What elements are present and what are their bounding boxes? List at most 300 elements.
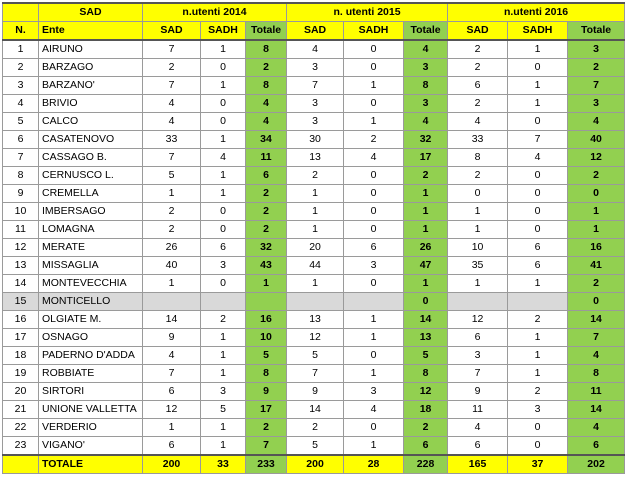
totale-cell: 7 (246, 437, 287, 456)
table-row (3, 203, 625, 221)
sad-cell: 33 (448, 131, 508, 149)
sad-cell: 2 (448, 59, 508, 77)
totale-cell: 8 (568, 365, 625, 383)
sadh-cell: 0 (201, 113, 246, 131)
table-row (3, 401, 625, 419)
ente-name: MONTEVECCHIA (39, 275, 143, 293)
sad-cell: 13 (287, 149, 344, 167)
row-number: 13 (3, 257, 39, 275)
ente-name: VERDERIO (39, 419, 143, 437)
sadh-cell: 4 (344, 401, 404, 419)
sad-cell: 33 (143, 131, 201, 149)
sad-cell: 7 (287, 365, 344, 383)
year-header-2016: n.utenti 2016 (448, 3, 625, 22)
totale-cell: 12 (404, 383, 448, 401)
ente-name: CASSAGO B. (39, 149, 143, 167)
totale-cell: 0 (568, 185, 625, 203)
sadh-cell: 3 (201, 257, 246, 275)
sadh-cell: 1 (508, 77, 568, 95)
sad-cell: 1 (143, 185, 201, 203)
sadh-cell: 1 (344, 77, 404, 95)
ente-name: PADERNO D'ADDA (39, 347, 143, 365)
sadh-cell: 5 (201, 401, 246, 419)
sadh-cell: 1 (508, 365, 568, 383)
sadh-cell: 3 (508, 401, 568, 419)
totale-cell: 2 (568, 59, 625, 77)
sadh-cell: 0 (508, 185, 568, 203)
sadh-cell: 1 (344, 365, 404, 383)
table-row (3, 131, 625, 149)
row-number: 12 (3, 239, 39, 257)
totale-cell: 6 (404, 437, 448, 456)
sadh-cell: 1 (344, 311, 404, 329)
table-row (3, 185, 625, 203)
sad-cell: 11 (448, 401, 508, 419)
sadh-cell: 1 (201, 329, 246, 347)
sadh-cell: 0 (344, 185, 404, 203)
totale-cell: 2 (568, 275, 625, 293)
row-number: 19 (3, 365, 39, 383)
totale-cell: 4 (404, 40, 448, 59)
sad-cell: 12 (448, 311, 508, 329)
table-row (3, 365, 625, 383)
ente-name: BARZAGO (39, 59, 143, 77)
sad-cell: 7 (287, 77, 344, 95)
sad-cell: 7 (143, 149, 201, 167)
totale-cell: 8 (246, 40, 287, 59)
table-row (3, 59, 625, 77)
sad-cell: 26 (143, 239, 201, 257)
sadh-cell: 1 (201, 167, 246, 185)
totale-cell: 11 (246, 149, 287, 167)
sadh-cell: 0 (344, 95, 404, 113)
totale-cell: 0 (404, 293, 448, 311)
totale-cell: 17 (404, 149, 448, 167)
table-row (3, 311, 625, 329)
ente-name: SIRTORI (39, 383, 143, 401)
totals-cell: 228 (404, 455, 448, 474)
sadh-cell: 0 (508, 419, 568, 437)
totale-cell: 4 (568, 347, 625, 365)
sadh-cell: 0 (201, 59, 246, 77)
row-number: 9 (3, 185, 39, 203)
sad-cell: 2 (143, 221, 201, 239)
totale-cell: 5 (404, 347, 448, 365)
sadh-cell: 0 (344, 40, 404, 59)
ente-name: LOMAGNA (39, 221, 143, 239)
table-row (3, 77, 625, 95)
sad-cell: 2 (287, 167, 344, 185)
sadh-cell: 1 (201, 131, 246, 149)
sad-cell: 2 (448, 95, 508, 113)
totals-cell: 165 (448, 455, 508, 474)
sad-cell: 2 (448, 40, 508, 59)
totale-cell: 26 (404, 239, 448, 257)
totale-cell: 1 (404, 221, 448, 239)
ente-name: AIRUNO (39, 40, 143, 59)
sadh-cell: 1 (508, 329, 568, 347)
ente-name: CALCO (39, 113, 143, 131)
n-column-header: N. (3, 22, 39, 41)
totale-cell: 4 (246, 95, 287, 113)
sadh-cell: 1 (201, 185, 246, 203)
totale-cell: 2 (568, 167, 625, 185)
totale-cell: 8 (246, 77, 287, 95)
sadh-cell: 0 (508, 113, 568, 131)
totale-cell: 18 (404, 401, 448, 419)
sad-cell: 12 (143, 401, 201, 419)
sad-cell: 7 (143, 77, 201, 95)
sadh-cell: 6 (508, 239, 568, 257)
sad-cell: 2 (448, 167, 508, 185)
ente-name: OSNAGO (39, 329, 143, 347)
totals-cell: 202 (568, 455, 625, 474)
sad-cell: 3 (287, 59, 344, 77)
ente-name: CASATENOVO (39, 131, 143, 149)
totals-n-cell (3, 455, 39, 474)
sad-cell: 1 (143, 275, 201, 293)
totale-cell: 14 (404, 311, 448, 329)
sadh-2015-header: SADH (344, 22, 404, 41)
sadh-cell: 1 (201, 40, 246, 59)
sad-cell: 40 (143, 257, 201, 275)
sad-cell: 1 (448, 203, 508, 221)
totale-cell: 13 (404, 329, 448, 347)
row-number: 7 (3, 149, 39, 167)
table-row (3, 275, 625, 293)
sad-cell: 14 (287, 401, 344, 419)
row-number: 8 (3, 167, 39, 185)
sadh-cell: 0 (344, 59, 404, 77)
table-row (3, 383, 625, 401)
sad-cell: 4 (448, 113, 508, 131)
sadh-cell: 0 (344, 167, 404, 185)
sad-2015-header: SAD (287, 22, 344, 41)
ente-name: ROBBIATE (39, 365, 143, 383)
totale-cell: 1 (404, 203, 448, 221)
totale-cell: 11 (568, 383, 625, 401)
sadh-cell: 0 (344, 203, 404, 221)
sadh-cell: 1 (344, 113, 404, 131)
row-number: 11 (3, 221, 39, 239)
totale-2015-header: Totale (404, 22, 448, 41)
sad-cell: 9 (448, 383, 508, 401)
sad-cell: 1 (448, 275, 508, 293)
sad-cell: 12 (287, 329, 344, 347)
sad-cell: 3 (287, 95, 344, 113)
totale-cell: 7 (568, 329, 625, 347)
sad-header: SAD (39, 3, 143, 22)
row-number: 5 (3, 113, 39, 131)
sadh-cell: 1 (201, 437, 246, 456)
totale-cell: 2 (246, 221, 287, 239)
ente-name: CERNUSCO L. (39, 167, 143, 185)
sad-cell: 1 (287, 275, 344, 293)
totale-cell: 8 (404, 77, 448, 95)
sadh-cell: 2 (201, 311, 246, 329)
ente-name: MERATE (39, 239, 143, 257)
totale-cell: 17 (246, 401, 287, 419)
sadh-cell: 1 (201, 347, 246, 365)
totale-cell: 3 (568, 40, 625, 59)
sadh-cell: 4 (201, 149, 246, 167)
totals-cell: 200 (143, 455, 201, 474)
sad-cell: 4 (143, 113, 201, 131)
sadh-cell: 1 (508, 40, 568, 59)
sad-cell (287, 293, 344, 311)
table-row (3, 437, 625, 456)
sad-cell: 10 (448, 239, 508, 257)
sadh-cell: 0 (201, 221, 246, 239)
sadh-cell: 2 (508, 383, 568, 401)
table-row (3, 221, 625, 239)
totale-cell: 3 (404, 95, 448, 113)
sadh-cell: 3 (344, 383, 404, 401)
sadh-cell: 1 (344, 437, 404, 456)
table-body (3, 40, 625, 455)
sadh-cell: 0 (508, 437, 568, 456)
sad-cell: 6 (448, 437, 508, 456)
ente-name: BARZANO' (39, 77, 143, 95)
row-number: 1 (3, 40, 39, 59)
totale-cell: 12 (568, 149, 625, 167)
totale-cell: 47 (404, 257, 448, 275)
sadh-cell (508, 293, 568, 311)
table-row (3, 239, 625, 257)
sad-cell: 1 (143, 419, 201, 437)
sadh-cell: 1 (344, 329, 404, 347)
sad-cell: 44 (287, 257, 344, 275)
sad-cell: 4 (143, 95, 201, 113)
sad-cell: 2 (287, 419, 344, 437)
row-number: 20 (3, 383, 39, 401)
totale-cell: 9 (246, 383, 287, 401)
row-number: 14 (3, 275, 39, 293)
sadh-cell: 3 (344, 257, 404, 275)
sad-cell: 3 (448, 347, 508, 365)
sadh-cell: 1 (201, 77, 246, 95)
table-row (3, 167, 625, 185)
ente-name: MISSAGLIA (39, 257, 143, 275)
totale-cell: 32 (404, 131, 448, 149)
sadh-2016-header: SADH (508, 22, 568, 41)
ente-name: IMBERSAGO (39, 203, 143, 221)
totale-cell: 6 (246, 167, 287, 185)
row-number: 6 (3, 131, 39, 149)
totale-cell: 3 (404, 59, 448, 77)
row-number: 16 (3, 311, 39, 329)
totale-cell: 1 (404, 275, 448, 293)
totals-cell: 233 (246, 455, 287, 474)
totale-cell: 34 (246, 131, 287, 149)
sadh-cell: 6 (344, 239, 404, 257)
row-number: 17 (3, 329, 39, 347)
totals-cell: 37 (508, 455, 568, 474)
sadh-cell: 6 (508, 257, 568, 275)
row-number: 23 (3, 437, 39, 456)
sad-cell: 7 (143, 365, 201, 383)
table-row (3, 149, 625, 167)
totale-cell: 1 (246, 275, 287, 293)
table-row (3, 40, 625, 59)
sad-cell: 7 (143, 40, 201, 59)
sadh-cell: 0 (508, 59, 568, 77)
totale-cell: 2 (404, 167, 448, 185)
totale-cell (246, 293, 287, 311)
sadh-cell: 0 (344, 221, 404, 239)
totale-cell: 1 (404, 185, 448, 203)
utenti-table (2, 2, 625, 474)
sadh-cell: 3 (201, 383, 246, 401)
sad-cell: 0 (448, 185, 508, 203)
sadh-cell: 2 (344, 131, 404, 149)
sadh-cell: 6 (201, 239, 246, 257)
totals-cell: 200 (287, 455, 344, 474)
sadh-cell: 1 (508, 95, 568, 113)
totale-cell: 1 (568, 221, 625, 239)
sad-cell: 1 (287, 203, 344, 221)
ente-name: BRIVIO (39, 95, 143, 113)
sadh-cell: 0 (508, 203, 568, 221)
totale-cell: 1 (568, 203, 625, 221)
row-number: 15 (3, 293, 39, 311)
totale-cell: 43 (246, 257, 287, 275)
sad-cell: 1 (448, 221, 508, 239)
totale-cell: 6 (568, 437, 625, 456)
sadh-cell: 0 (508, 221, 568, 239)
table-row (3, 347, 625, 365)
totale-cell: 41 (568, 257, 625, 275)
sad-cell: 6 (143, 437, 201, 456)
sadh-cell: 1 (508, 347, 568, 365)
sad-cell: 13 (287, 311, 344, 329)
totale-cell: 4 (246, 113, 287, 131)
ente-name: UNIONE VALLETTA (39, 401, 143, 419)
totale-cell: 32 (246, 239, 287, 257)
totale-cell: 16 (246, 311, 287, 329)
corner-cell (3, 3, 39, 22)
totals-label: TOTALE (39, 455, 143, 474)
sadh-cell: 1 (508, 275, 568, 293)
sad-cell: 1 (287, 221, 344, 239)
totale-cell: 7 (568, 77, 625, 95)
sad-cell: 7 (448, 365, 508, 383)
sad-cell: 8 (448, 149, 508, 167)
totale-cell: 0 (568, 293, 625, 311)
sadh-cell: 0 (344, 419, 404, 437)
sad-cell: 4 (143, 347, 201, 365)
table-row (3, 419, 625, 437)
sad-2016-header: SAD (448, 22, 508, 41)
sadh-2014-header: SADH (201, 22, 246, 41)
table-row (3, 257, 625, 275)
row-number: 22 (3, 419, 39, 437)
sad-cell: 5 (287, 437, 344, 456)
ente-name: CREMELLA (39, 185, 143, 203)
totale-2016-header: Totale (568, 22, 625, 41)
sad-cell: 2 (143, 59, 201, 77)
sadh-cell: 7 (508, 131, 568, 149)
totale-cell: 10 (246, 329, 287, 347)
sadh-cell (201, 293, 246, 311)
totale-cell: 40 (568, 131, 625, 149)
sad-cell: 2 (143, 203, 201, 221)
sadh-cell: 1 (201, 365, 246, 383)
totale-cell: 8 (404, 365, 448, 383)
ente-name: MONTICELLO (39, 293, 143, 311)
totale-cell: 14 (568, 311, 625, 329)
totale-cell: 2 (246, 59, 287, 77)
sadh-cell: 0 (344, 347, 404, 365)
row-number: 10 (3, 203, 39, 221)
totals-cell: 28 (344, 455, 404, 474)
row-number: 21 (3, 401, 39, 419)
table-row (3, 293, 625, 311)
totale-cell: 16 (568, 239, 625, 257)
sad-cell (143, 293, 201, 311)
table-row (3, 95, 625, 113)
totals-row (3, 455, 625, 474)
sad-cell: 6 (143, 383, 201, 401)
sadh-cell: 1 (201, 419, 246, 437)
sad-cell: 6 (448, 77, 508, 95)
totale-cell: 4 (568, 419, 625, 437)
totale-cell: 8 (246, 365, 287, 383)
totals-cell: 33 (201, 455, 246, 474)
sad-cell: 4 (448, 419, 508, 437)
sad-cell: 5 (287, 347, 344, 365)
totale-cell: 3 (568, 95, 625, 113)
sadh-cell: 0 (201, 203, 246, 221)
row-number: 3 (3, 77, 39, 95)
row-number: 18 (3, 347, 39, 365)
totale-cell: 2 (246, 419, 287, 437)
sad-cell: 14 (143, 311, 201, 329)
sadh-cell: 4 (508, 149, 568, 167)
totale-cell: 2 (246, 185, 287, 203)
totale-cell: 14 (568, 401, 625, 419)
sad-cell: 6 (448, 329, 508, 347)
ente-name: OLGIATE M. (39, 311, 143, 329)
sadh-cell: 0 (201, 95, 246, 113)
totale-cell: 2 (404, 419, 448, 437)
table-row (3, 113, 625, 131)
sad-cell: 35 (448, 257, 508, 275)
totale-2014-header: Totale (246, 22, 287, 41)
row-number: 2 (3, 59, 39, 77)
sadh-cell: 0 (344, 275, 404, 293)
year-header-2015: n. utenti 2015 (287, 3, 448, 22)
sad-cell: 3 (287, 113, 344, 131)
sad-cell: 9 (287, 383, 344, 401)
totale-cell: 5 (246, 347, 287, 365)
totale-cell: 4 (404, 113, 448, 131)
ente-column-header: Ente (39, 22, 143, 41)
table-row (3, 329, 625, 347)
sad-cell: 30 (287, 131, 344, 149)
row-number: 4 (3, 95, 39, 113)
ente-name: VIGANO' (39, 437, 143, 456)
sadh-cell (344, 293, 404, 311)
sadh-cell: 2 (508, 311, 568, 329)
sad-cell: 9 (143, 329, 201, 347)
sad-2014-header: SAD (143, 22, 201, 41)
sad-cell (448, 293, 508, 311)
sad-cell: 5 (143, 167, 201, 185)
totale-cell: 2 (246, 203, 287, 221)
sadh-cell: 0 (508, 167, 568, 185)
sadh-cell: 4 (344, 149, 404, 167)
